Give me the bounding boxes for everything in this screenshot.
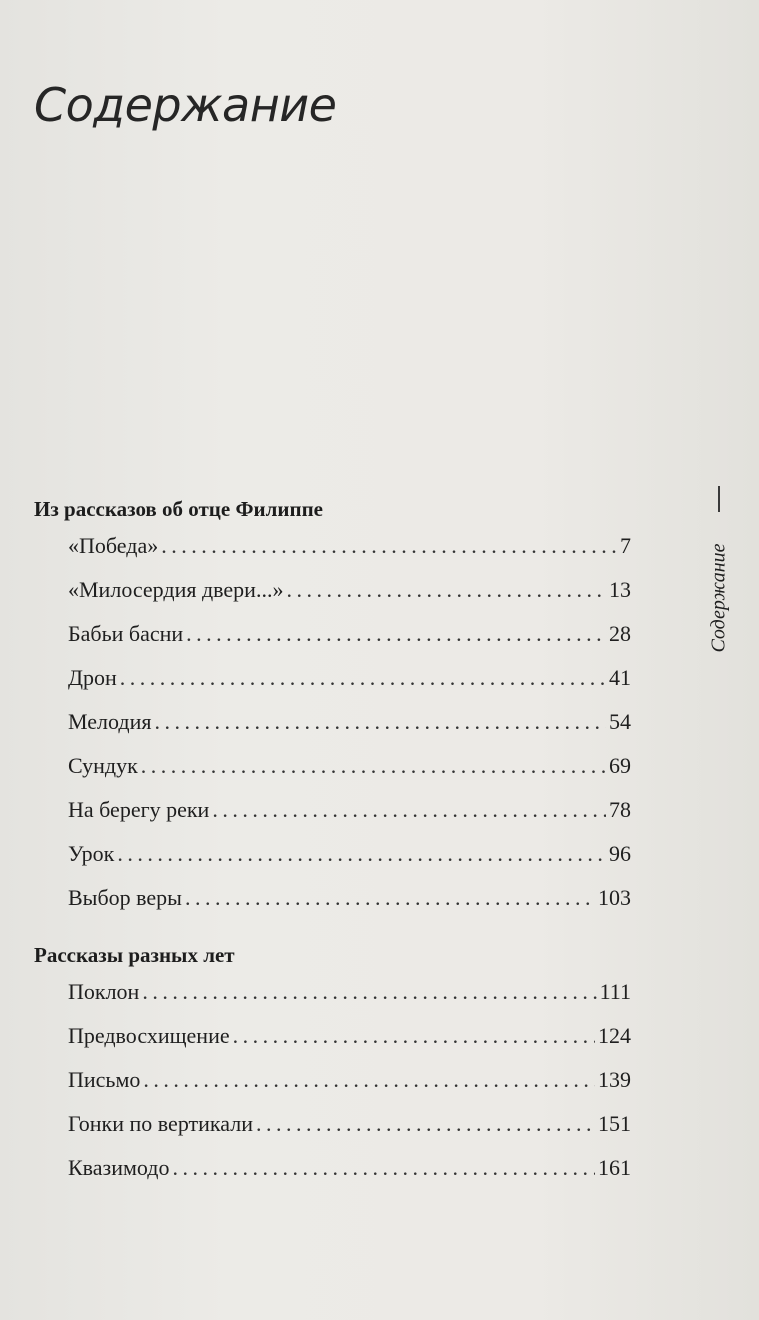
toc-entry-page: 161 [598, 1155, 631, 1180]
toc-entry-title: Дрон [68, 665, 117, 690]
toc-entry[interactable] [68, 533, 631, 577]
toc-entry[interactable] [68, 709, 631, 753]
leader-dots [117, 841, 606, 867]
toc-entry[interactable] [68, 797, 631, 841]
toc-entry[interactable] [68, 665, 631, 709]
leader-dots [154, 709, 606, 735]
leader-dots [256, 1111, 595, 1137]
toc-entry-title: «Милосердия двери...» [68, 577, 284, 602]
toc-entry-title: Квазимодо [68, 1155, 170, 1180]
leader-dots [141, 753, 606, 779]
toc-entry-page: 28 [609, 621, 631, 646]
toc-entry-page: 7 [620, 533, 631, 558]
toc-entry-page: 54 [609, 709, 631, 734]
leader-dots [143, 1067, 595, 1093]
toc-entry-title: Предвосхищение [68, 1023, 230, 1048]
toc-entry[interactable] [68, 885, 631, 929]
section-title-2: Рассказы разных лет [34, 943, 235, 967]
toc-entry-page: 124 [598, 1023, 631, 1048]
toc-entry-title: На берегу реки [68, 797, 210, 822]
toc-entry[interactable] [68, 1067, 631, 1111]
section-title-1: Из рассказов об отце Филиппе [34, 497, 324, 521]
toc-entry-page: 96 [609, 841, 631, 866]
toc-entry[interactable] [68, 841, 631, 885]
toc-entry-title: Бабьи басни [68, 621, 184, 646]
toc-entry[interactable] [68, 577, 631, 621]
toc-entry-page: 103 [598, 885, 631, 910]
leader-dots [161, 533, 617, 559]
toc-entry-page: 111 [599, 979, 631, 1004]
page-title: Содержание [34, 78, 337, 132]
leader-dots [142, 979, 596, 1005]
leader-dots [172, 1155, 595, 1181]
toc-entry-title: Гонки по вертикали [68, 1111, 253, 1136]
toc-entry-title: Урок [68, 841, 115, 866]
toc-entry-page: 13 [609, 577, 631, 602]
toc-entry-title: Поклон [68, 979, 140, 1004]
running-head [703, 518, 735, 678]
toc-entry-page: 151 [598, 1111, 631, 1136]
toc-entry-title: «Победа» [68, 533, 159, 558]
toc-entry[interactable] [68, 1155, 631, 1199]
toc-entry-page: 69 [609, 753, 631, 778]
toc-entry[interactable] [68, 621, 631, 665]
toc-entry-title: Письмо [68, 1067, 141, 1092]
toc-entry[interactable] [68, 753, 631, 797]
leader-dots [286, 577, 606, 603]
toc-entry-page: 41 [609, 665, 631, 690]
toc-entry[interactable] [68, 979, 631, 1023]
toc-entry-page: 78 [609, 797, 631, 822]
toc-entry[interactable] [68, 1111, 631, 1155]
leader-dots [186, 621, 606, 647]
toc-entry-title: Выбор веры [68, 885, 182, 910]
leader-dots [212, 797, 606, 823]
toc-entry[interactable] [68, 1023, 631, 1067]
leader-dots [233, 1023, 595, 1049]
toc-entry-title: Сундук [68, 753, 138, 778]
toc-list-2 [68, 979, 631, 1199]
toc-list-1 [68, 533, 631, 929]
running-head-label: Содержание [707, 543, 730, 653]
running-head-rule [718, 486, 720, 512]
toc-entry-page: 139 [598, 1067, 631, 1092]
toc-entry-title: Мелодия [68, 709, 152, 734]
leader-dots [120, 665, 606, 691]
leader-dots [185, 885, 595, 911]
